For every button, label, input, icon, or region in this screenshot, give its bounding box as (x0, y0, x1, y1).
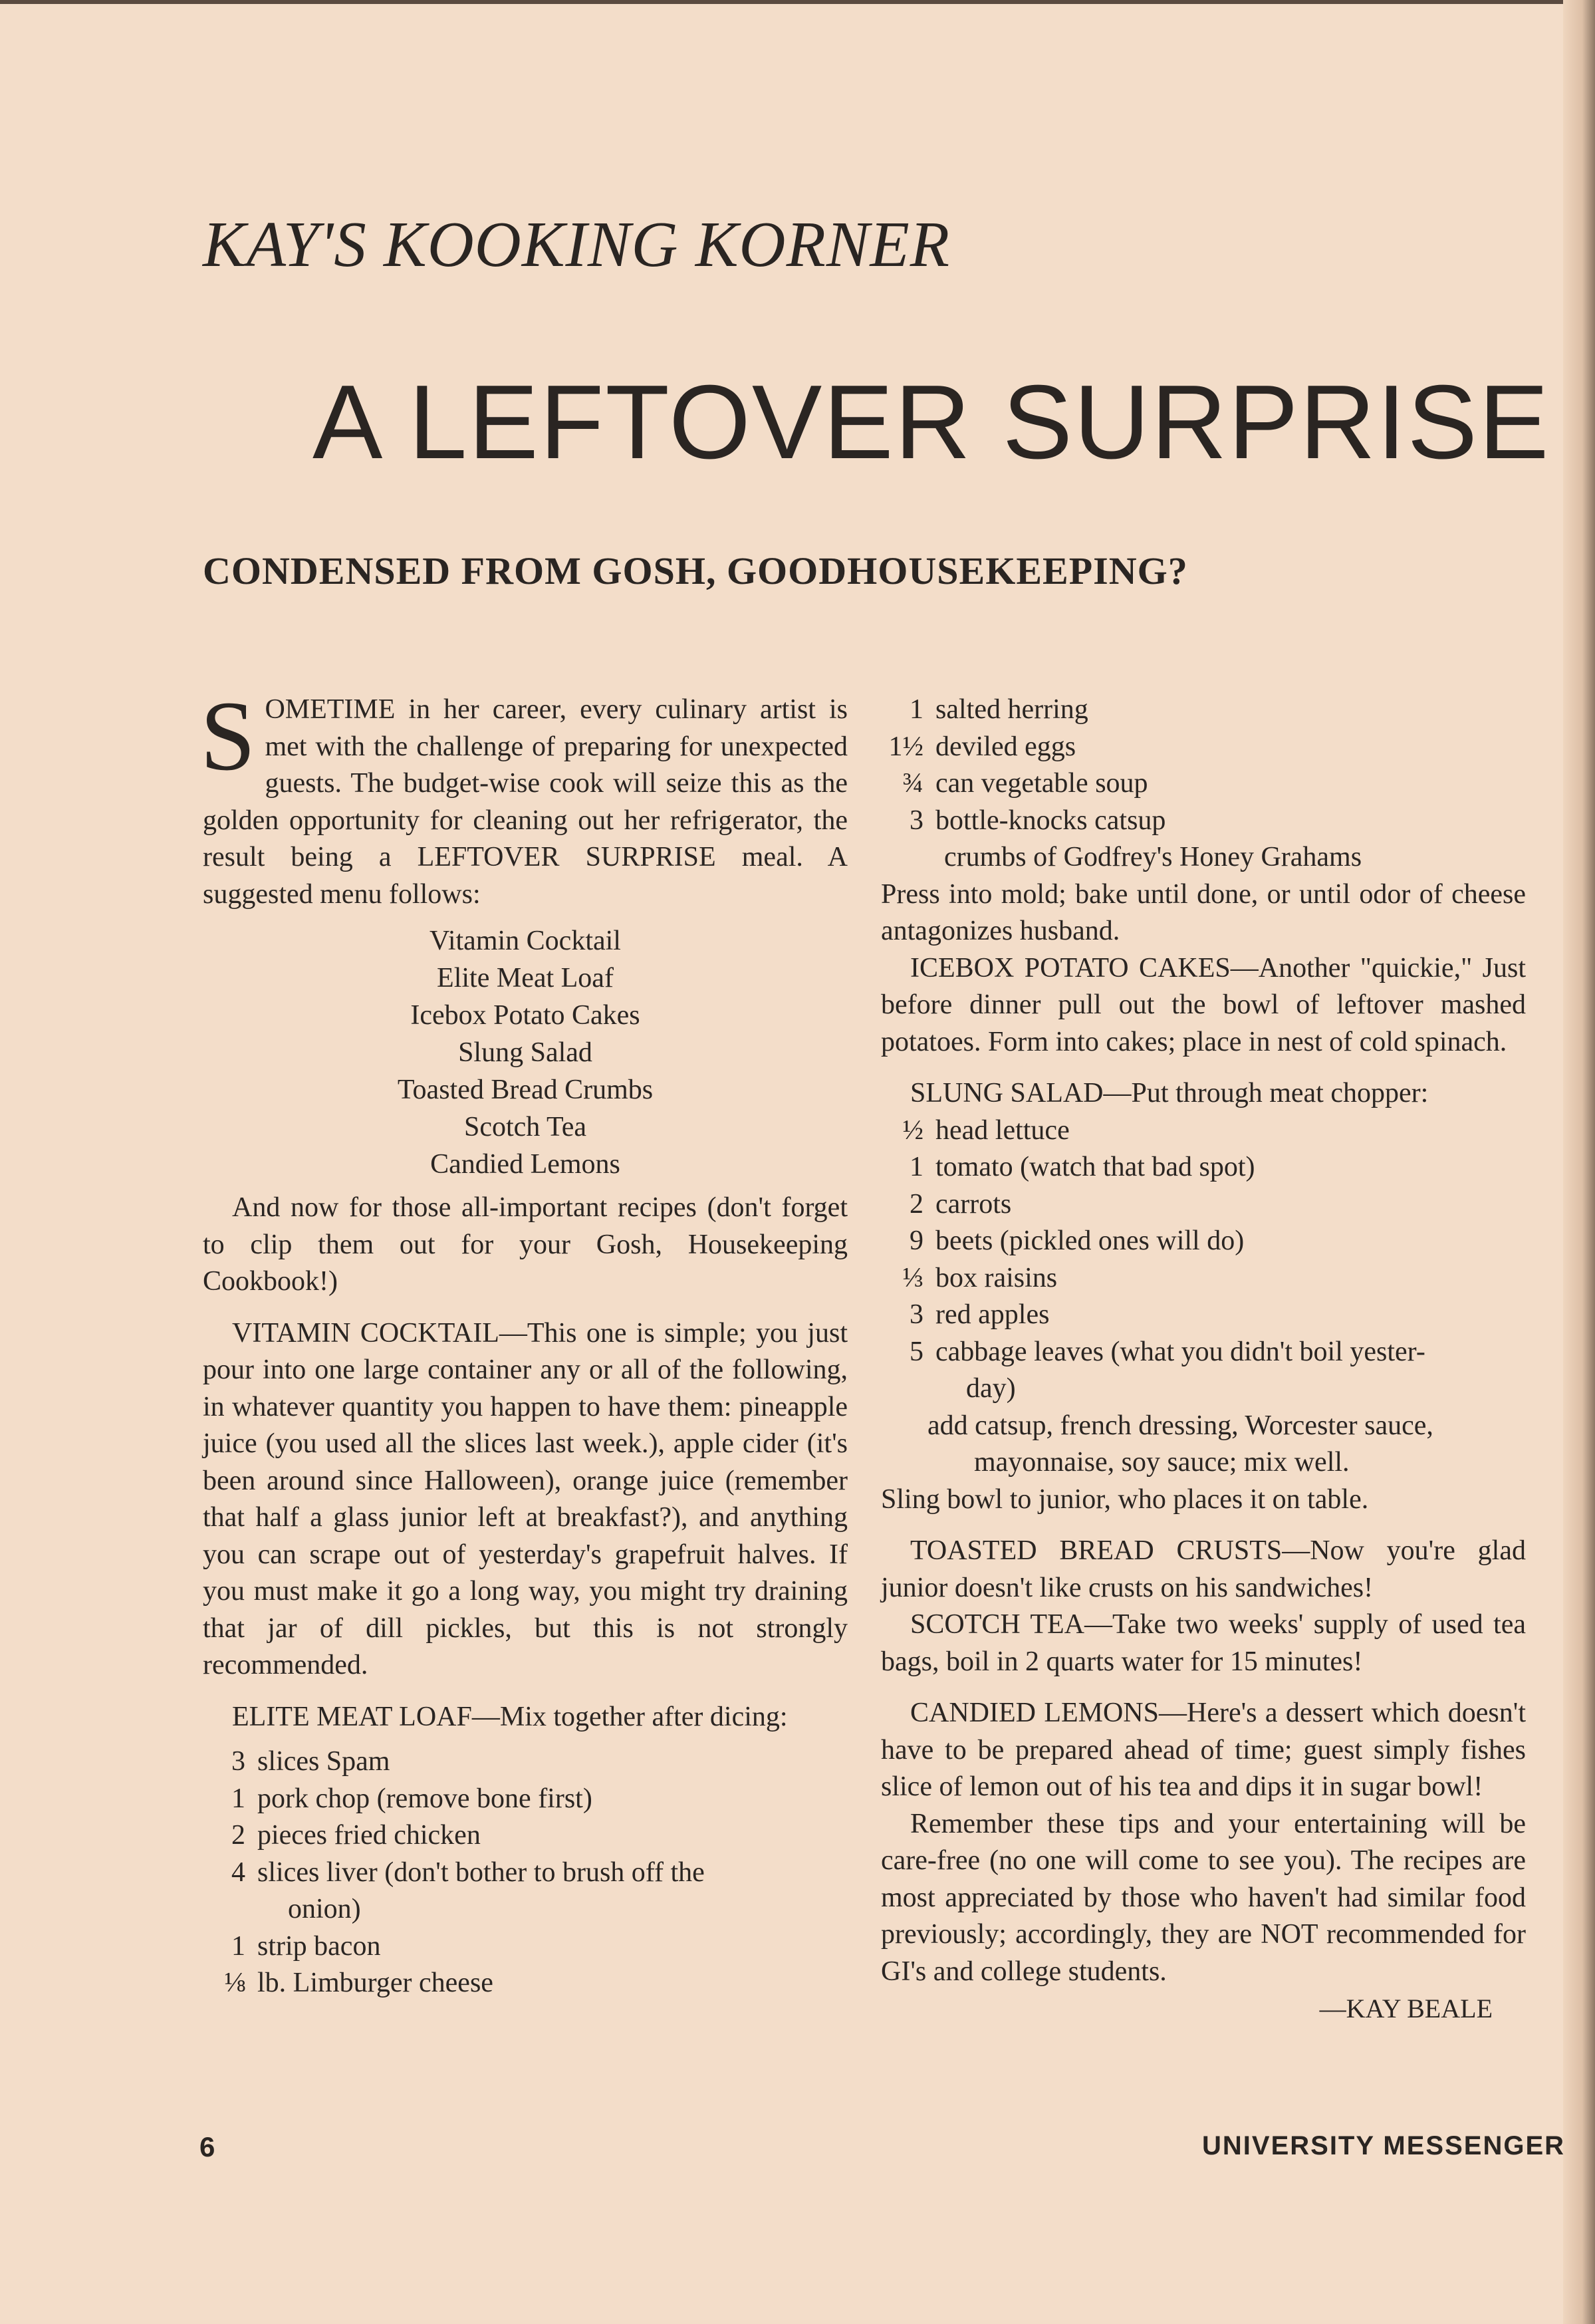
menu-list (203, 922, 848, 1183)
ingredient-text: tomato (watch that bad spot) (935, 1152, 1255, 1182)
ingredient-text: pork chop (remove bone first) (257, 1783, 592, 1814)
slung-salad-intro: SLUNG SALAD—Put through meat chopper: (910, 1078, 1429, 1108)
ingredient-qty: 9 (910, 1226, 923, 1256)
ingredient-continuation: day) (966, 1373, 1016, 1404)
ingredient-row (203, 1965, 848, 2002)
ingredient-row (203, 1855, 848, 1892)
ingredient-qty: 3 (231, 1746, 245, 1777)
ingredient-row (881, 1186, 1526, 1224)
ingredient-qty: 1½ (888, 731, 923, 762)
ingredient-qty: ½ (902, 1114, 923, 1146)
ingredient-text: slices liver (don't bother to brush off the (257, 1857, 705, 1888)
ingredient-row (881, 765, 1526, 803)
ingredient-text: carrots (935, 1188, 1012, 1220)
ingredient-crumbs: crumbs of Godfrey's Honey Grahams (944, 842, 1362, 872)
menu-item: Elite Meat Loaf (437, 963, 614, 993)
ingredient-text: bottle-knocks catsup (935, 805, 1166, 836)
ingredient-text: deviled eggs (935, 731, 1076, 762)
ingredient-text: pieces fried chicken (257, 1820, 481, 1851)
left-column (200, 681, 848, 2002)
ingredient-row (881, 692, 1526, 729)
ingredient-text: red apples (935, 1299, 1050, 1330)
menu-item: Slung Salad (458, 1037, 592, 1068)
ingredient-qty: 4 (231, 1857, 245, 1888)
ingredient-qty: 2 (231, 1820, 245, 1851)
ingredient-row (203, 1817, 848, 1855)
meat-loaf-instructions: Press into mold; bake until done, or until odor of cheese antagonizes husband. (881, 878, 1526, 946)
ingredient-text: beets (pickled ones will do) (935, 1226, 1245, 1256)
menu-item: Toasted Bread Crumbs (397, 1075, 654, 1105)
ingredient-continuation: onion) (288, 1894, 361, 1924)
ingredient-text: cabbage leaves (what you didn't boil yester- (935, 1336, 1425, 1367)
article-title: A LEFTOVER SURPRISE (312, 364, 1550, 481)
ingredient-row (881, 1223, 1526, 1260)
ingredient-qty: ⅛ (224, 1968, 245, 1998)
closing-paragraph: Remember these tips and your entertaining will be care-free (no one will come to see you). The recipes are most appreciated by those who haven't had similar food previously; accordingly, they are NOT recommended for GI's and college students. (881, 1808, 1526, 1987)
ingredient-row (881, 1297, 1526, 1334)
ingredient-text: slices Spam (257, 1746, 390, 1777)
salad-additions-continued: mayonnaise, soy sauce; mix well. (974, 1447, 1350, 1478)
menu-item: Icebox Potato Cakes (410, 1000, 640, 1031)
ingredient-qty: 3 (910, 805, 923, 836)
ingredient-text: lb. Limburger cheese (257, 1968, 493, 1998)
slung-salad-ingredients (881, 1112, 1526, 1482)
article-subtitle: CONDENSED FROM GOSH, GOODHOUSEKEEPING? (203, 549, 1188, 592)
candied-lemons-recipe: CANDIED LEMONS—Here's a dessert which doesn't have to be prepared ahead of time; guest simply fishes slice of lemon out of his tea and dips it in sugar bowl! (881, 1698, 1526, 1802)
ingredient-row (881, 1334, 1526, 1371)
ingredient-row (203, 1781, 848, 1818)
author-signature: —KAY BEALE (1319, 1994, 1493, 2023)
meat-loaf-ingredients (203, 1743, 848, 2002)
page-binding-shadow (1563, 0, 1595, 2324)
ingredient-qty: ⅓ (902, 1262, 923, 1293)
page-number: 6 (199, 2131, 215, 2162)
salad-additions: add catsup, french dressing, Worcester sauce, (927, 1410, 1433, 1441)
drop-cap: S (200, 681, 256, 791)
toasted-crusts-recipe: TOASTED BREAD CRUSTS—Now you're glad junior doesn't like crusts on his sandwiches! (881, 1535, 1526, 1603)
meat-loaf-intro: ELITE MEAT LOAF—Mix together after dicing: (232, 1701, 788, 1732)
ingredient-text: strip bacon (257, 1930, 381, 1962)
ingredient-row (881, 1112, 1526, 1150)
ingredient-row (881, 803, 1526, 840)
ingredient-row (881, 729, 1526, 766)
ingredient-qty: 1 (910, 1152, 923, 1182)
menu-item: Scotch Tea (463, 1112, 587, 1142)
ingredient-qty: ¾ (902, 768, 923, 799)
ingredient-row (881, 1149, 1526, 1186)
slung-salad-instructions: Sling bowl to junior, who places it on table. (881, 1484, 1369, 1515)
ingredient-row (881, 1260, 1526, 1297)
potato-cakes-recipe: ICEBOX POTATO CAKES—Another "quickie," Just before dinner pull out the bowl of leftover mashed potatoes. Form into cakes; place in nest of cold spinach. (881, 952, 1526, 1057)
ingredient-text: can vegetable soup (935, 768, 1148, 799)
ingredient-qty: 1 (231, 1783, 245, 1814)
recipes-intro: And now for those all-important recipes (don't forget to clip them out for your Gosh, Housekeeping Cookbook!) (203, 1192, 848, 1297)
intro-paragraph (200, 681, 848, 913)
ingredient-text: salted herring (935, 694, 1088, 725)
ingredient-qty: 5 (910, 1336, 923, 1367)
magazine-name: UNIVERSITY MESSENGER (1202, 2131, 1566, 2160)
intro-text: OMETIME in her career, every culinary artist is met with the challenge of preparing for unexpected guests. The budget-wise cook will seize this as the golden opportunity for cleaning out her refrigerator, the result being a LEFTOVER SURPRISE meal. A suggested menu follows: (203, 694, 848, 910)
menu-item: Vitamin Cocktail (429, 926, 621, 956)
column-kicker: KAY'S KOOKING KORNER (203, 209, 951, 280)
page-top-edge (0, 0, 1595, 4)
menu-item: Candied Lemons (430, 1149, 620, 1180)
ingredient-qty: 1 (231, 1930, 245, 1962)
ingredient-text: box raisins (935, 1262, 1058, 1293)
vitamin-cocktail-recipe: VITAMIN COCKTAIL—This one is simple; you just pour into one large container any or all of the following, in whatever quantity you happen to have them: pineapple juice (you used all the slices last week.), apple cider (it's been around since Halloween), orange juice (remember that half a glass junior left at breakfast?), and anything you can scrape out of yesterday's grapefruit halves. If you must make it go a long way, you might try draining that jar of dill pickles, but this is not strongly recommended. (203, 1317, 848, 1680)
ingredient-qty: 3 (910, 1299, 923, 1330)
ingredient-text: head lettuce (935, 1114, 1070, 1146)
meat-loaf-ingredients-continued (881, 692, 1526, 876)
right-column (881, 692, 1526, 2027)
ingredient-qty: 1 (910, 694, 923, 725)
ingredient-row (203, 1743, 848, 1781)
ingredient-qty: 2 (910, 1188, 923, 1220)
scotch-tea-recipe: SCOTCH TEA—Take two weeks' supply of used tea bags, boil in 2 quarts water for 15 minutes! (881, 1609, 1526, 1677)
ingredient-row (203, 1928, 848, 1966)
